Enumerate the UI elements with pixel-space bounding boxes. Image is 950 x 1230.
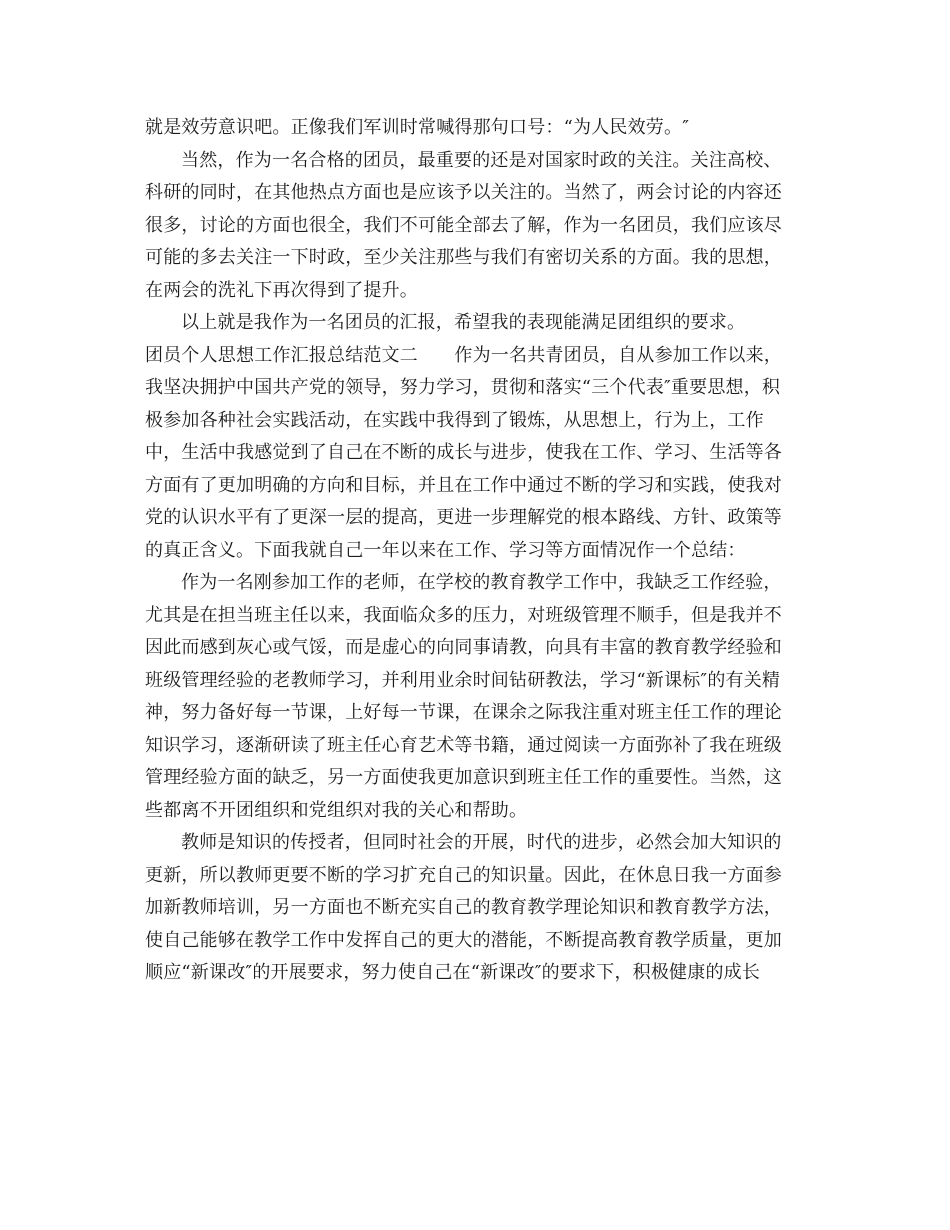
text-line: 可能的多去关注一下时政，至少关注那些与我们有密切关系的方面。我的思想，: [145, 247, 782, 268]
text-line: 知识学习，逐渐研读了班主任心育艺术等书籍，通过阅读一方面弥补了我在班级: [145, 734, 782, 756]
text-line: 些都离不开团组织和党组织对我的关心和帮助。: [145, 799, 528, 821]
text-line: 我坚决拥护中国共产党的领导，努力学习，贯彻和落实“三个代表″重要思想，积: [145, 377, 781, 398]
text-line: 使自己能够在教学工作中发挥自己的更大的潜能，不断提高教育教学质量，更加: [145, 929, 782, 951]
text-line: 中，生活中我感觉到了自己在不断的成长与进步，使我在工作、学习、生活等各: [145, 442, 782, 463]
text-line: 以上就是我作为一名团员的汇报，希望我的表现能满足团组织的要求。: [181, 312, 746, 333]
text-line: 极参加各种社会实践活动，在实践中我得到了锻炼，从思想上，行为上，工作: [145, 409, 764, 431]
text-line: 管理经验方面的缺乏，另一方面使我更加意识到班主任工作的重要性。当然，这: [145, 767, 782, 788]
text-line: 班级管理经验的老教师学习，并利用业余时间钻研教法，学习“新课标″的有关精: [145, 669, 781, 691]
text-line: 方面有了更加明确的方向和目标，并且在工作中通过不断的学习和实践，使我对: [145, 474, 782, 496]
text-line: 很多，讨论的方面也很全，我们不可能全部去了解，作为一名团员，我们应该尽: [145, 214, 782, 236]
text-line: 当然，作为一名合格的团员，最重要的还是对国家时政的关注。关注高校、: [181, 149, 782, 171]
text-line: 更新，所以教师更要不断的学习扩充自己的知识量。因此，在休息日我一方面参: [145, 864, 782, 886]
text-line: 顺应“新课改″的开展要求，努力使自己在“新课改″的要求下，积极健康的成长: [145, 962, 761, 983]
text-line: 教师是知识的传授者，但同时社会的开展，时代的进步，必然会加大知识的: [181, 832, 782, 853]
text-line: 党的认识水平有了更深一层的提高，更进一步理解党的根本路线、方针、政策等: [145, 507, 782, 528]
text-line: 科研的同时，在其他热点方面也是应该予以关注的。当然了，两会讨论的内容还: [145, 182, 782, 203]
text-line: 因此而感到灰心或气馁，而是虚心的向同事请教，向具有丰富的教育教学经验和: [145, 637, 782, 658]
text-line: 在两会的洗礼下再次得到了提升。: [145, 279, 418, 301]
document-body: [145, 112, 805, 990]
text-line: 神，努力备好每一节课，上好每一节课，在课余之际我注重对班主任工作的理论: [145, 702, 782, 723]
text-line: 的真正含义。下面我就自己一年以来在工作、学习等方面情况作一个总结：: [145, 539, 746, 561]
text-line: 就是效劳意识吧。正像我们军训时常喊得那句口号：“为人民效劳。″: [145, 117, 690, 138]
text-line: 团员个人思想工作汇报总结范文二 作为一名共青团员，自从参加工作以来，: [145, 344, 782, 366]
text-line: 作为一名刚参加工作的老师，在学校的教育教学工作中，我缺乏工作经验，: [181, 572, 782, 593]
text-line: 尤其是在担当班主任以来，我面临众多的压力，对班级管理不顺手，但是我并不: [145, 604, 782, 626]
text-line: 加新教师培训，另一方面也不断充实自己的教育教学理论知识和教育教学方法，: [145, 897, 782, 918]
